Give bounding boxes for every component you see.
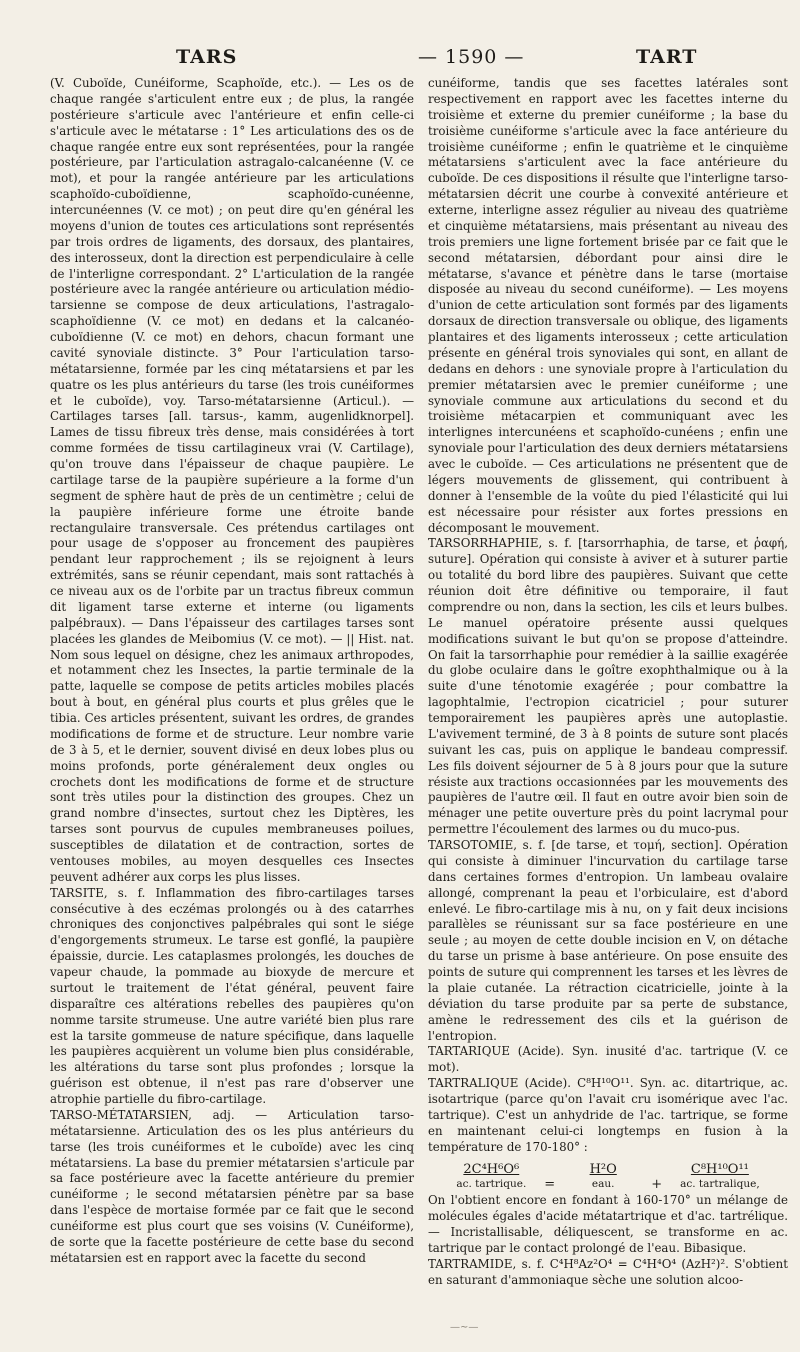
header-left-word: TARS <box>176 46 238 68</box>
header-right-word: TART <box>636 46 698 68</box>
page-number: — 1590 — <box>418 46 525 68</box>
entry-tartralique-continued: On l'obtient encore en fondant à 160-170° un mélange de molécules égales d'acide métatartrique et d'ac. tartrélique. — Incristallisable, déliquescent, se transforme en ac. tartrique par le contact prolongé de l'eau. Bibasique. <box>428 1193 788 1255</box>
entry-tarso-metatarsien: TARSO-MÉTATARSIEN, adj. — Articulation tarso-métatarsienne. Articulation des os les plus antérieurs du tarse (les trois cunéiformes et le cuboïde) avec les cinq métatarsiens. La base du premier métatarsien s'articule par sa face postérieure avec la facette antérieure du premier cunéiforme ; le second métatarsien pénètre par sa base dans l'espèce de mortaise formée par ce fait que le second cunéiforme est plus court que ses voisins (V. Cunéiforme), de sorte que la facette postérieure de cette base du second métatarsien est en rapport avec la facette du second <box>50 1107 414 1265</box>
entry-tartarique: TARTARIQUE (Acide). Syn. inusité d'ac. tartrique (V. ce mot). <box>428 1044 788 1075</box>
running-header <box>48 46 760 74</box>
plus-sign: + <box>651 1177 663 1193</box>
chemical-equation <box>428 1162 788 1194</box>
formula-term-tartralic: C⁸H¹⁰O¹¹ ac. tartralique, <box>680 1161 760 1191</box>
entry-tarse-continued: (V. Cuboïde, Cunéiforme, Scaphoïde, etc.). — Les os de chaque rangée s'articulent entre eux ; de plus, la rangée postérieure s'articule avec l'antérieure et enfin celle-ci s'articule avec le métatarse : 1° Les articulations des os de chaque rangée entre eux sont représentées, pour la rangée postérieure, par l'articulation astragalo-calcanéenne (V. ce mot), et pour la rangée antérieure par les articulations scaphoïdo-cuboïdienne, scaphoïdo-cunéenne, intercunéennes (V. ce mot) ; on peut dire qu'en général les moyens d'union de toutes ces articulations sont représentés par trois ordres de ligaments, des dorsaux, des plantaires, des interosseux, dont la direction est perpendiculaire à celle de l'interligne correspondant. 2° L'articulation de la rangée postérieure avec la rangée antérieure ou articulation médio-tarsienne se compose de deux articulations, l'astragalo-scaphoïdienne (V. ce mot) en dedans et la calcanéo-cuboïdienne (V. ce mot) en dehors, chacun formant une cavité synoviale distincte. 3° Pour l'articulation tarso-métatarsienne, formée par les cinq métatarsiens et par les quatre os les plus antérieurs du tarse (les trois cunéiformes et le cuboïde), voy. Tarso-métatarsienne (Articul.). — Cartilages tarses [all. tarsus-, kamm, augenlidknorpel]. Lames de tissu fibreux très dense, mais considérées à tort comme formées de tissu cartilagineux vrai (V. Cartilage), qu'on trouve dans l'épaisseur de chaque paupière. Le cartilage tarse de la paupière supérieure a la forme d'un segment de sphère haut de près de un centimètre ; celui de la paupière inférieure forme une étroite bande rectangulaire transversale. Ces prétendus cartilages ont pour usage de s'opposer au froncement des paupières pendant leur rapprochement ; ils se rejoignent à leurs extrémités, sans se réunir cependant, mais sont rattachés à ce niveau aux os de l'orbite par un tractus fibreux commun dit ligament tarse externe et interne (ou ligaments palpébraux). — Dans l'épaisseur des cartilages tarses sont placées les glandes de Meibomius (V. ce mot). — || Hist. nat. Nom sous lequel on désigne, chez les animaux arthropodes, et notamment chez les Insectes, la partie terminale de la patte, laquelle se compose de petits articles mobiles placés bout à bout, en général plus courts et plus grêles que le tibia. Ces articles présentent, suivant les ordres, de grandes modifications de forme et de structure. Leur nombre varie de 3 à 5, et le dernier, souvent divisé en deux lobes plus ou moins profonds, porte généralement deux ongles ou crochets dont les modifications de forme et de structure sont très utiles pour la distinction des groupes. Chez un grand nombre d'insectes, surtout chez les Diptères, les tarses sont pourvus de cupules membraneuses poilues, susceptibles de dilatation et de contraction, sortes de ventouses mobiles, au moyen desquelles ces Insectes peuvent adhérer aux corps les plus lisses. <box>50 76 414 884</box>
formula-term-water: H²O eau. <box>589 1161 617 1191</box>
entry-tartralique: TARTRALIQUE (Acide). C⁸H¹⁰O¹¹. Syn. ac. ditartrique, ac. isotartrique (parce qu'on l'avait cru isomérique avec l'ac. tartrique). C'est un anhydride de l'ac. tartrique, se forme en maintenant celui-ci longtemps en fusion à la température de 170-180° : <box>428 1076 788 1154</box>
right-column <box>428 76 788 1289</box>
entry-tartramide: TARTRAMIDE, s. f. C⁴H⁸Az²O⁴ = C⁴H⁴O⁴ (AzH²)². S'obtient en saturant d'ammoniaque sèche une solution alcoo- <box>428 1256 788 1287</box>
entry-tarsorrhaphie: TARSORRHAPHIE, s. f. [tarsorrhaphia, de tarse, et ῥαφή, suture]. Opération qui consiste à aviver et à suturer partie ou totalité du bord libre des paupières. Suivant que cette réunion doit être définitive ou temporaire, il faut comprendre ou non, dans la section, les cils et leurs bulbes. Le manuel opératoire présente aussi quelques modifications suivant le but qu'on se propose d'atteindre. On fait la tarsorrhaphie pour remédier à la saillie exagérée du globe oculaire dans le goître exophthalmique ou à la suite d'une ténotomie exagérée ; pour combattre la lagophtalmie, l'ectropion cicatriciel ; pour suturer temporairement les paupières après une autoplastie. L'avivement terminé, de 3 à 8 points de suture sont placés suivant les cas, puis on applique le bandeau compressif. Les fils doivent séjourner de 5 à 8 jours pour que la suture résiste aux tractions occasionnées par les mouvements des paupières de l'autre œil. Il faut en outre avoir bien soin de ménager une petite ouverture près du point lacrymal pour permettre l'écoulement des larmes ou du muco-pus. <box>428 536 788 837</box>
formula-term-tartaric: 2C⁴H⁶O⁶ ac. tartrique. <box>456 1161 527 1191</box>
left-column <box>50 76 414 1267</box>
entry-tarso-metatarsien-continued: cunéiforme, tandis que ses facettes latérales sont respectivement en rapport avec les facettes interne du troisième et externe du premier cunéiforme ; la base du troisième cunéiforme s'articule avec la face antérieure du troisième cunéiforme ; enfin le quatrième et le cinquième métatarsiens s'articulent avec la face antérieure du cuboïde. De ces dispositions il résulte que l'interligne tarso-métatarsien décrit une courbe à convexité antérieure et externe, interligne assez régulier au niveau des quatrième et cinquième métatarsiens, mais présentant au niveau des trois premiers une ligne fortement brisée par ce fait que le second métatarsien, débordant pour ainsi dire le métatarse, s'avance et pénètre dans le tarse (mortaise disposée au niveau du second cunéiforme). — Les moyens d'union de cette articulation sont formés par des ligaments dorsaux de direction transversale ou oblique, des ligaments plantaires et des ligaments interosseux ; cette articulation présente en général trois synoviales qui sont, en allant de dedans en dehors : une synoviale propre à l'articulation du premier métatarsien avec le premier cunéiforme ; une synoviale commune aux articulations du second et du troisième métacarpien et communiquant avec les interlignes intercunéens et scaphoïdo-cunéens ; enfin une synoviale pour l'articulation des deux derniers métatarsiens avec le cuboïde. — Ces articulations ne présentent que de légers mouvements de glissement, qui contribuent à donner à l'ensemble de la voûte du pied l'élasticité qui lui est nécessaire pour résister aux fortes pressions en décomposant le mouvement. <box>428 76 788 535</box>
entry-tarsotomie: TARSOTOMIE, s. f. [de tarse, et τομή, section]. Opération qui consiste à diminuer l'incurvation du cartilage tarse dans certaines formes d'entropion. Un lambeau ovalaire allongé, comprenant la peau et l'orbiculaire, est d'abord enlevé. Le fibro-cartilage mis à nu, on y fait deux incisions parallèles se réunissant sur sa face postérieure en une seule ; au moyen de cette double incision en V, on détache du tarse un prisme à base antérieure. On pose ensuite des points de suture qui comprennent les tarses et les lèvres de la plaie cutanée. La rétraction cicatricielle, jointe à la déviation du tarse produite par sa perte de substance, amène le redressement des cils et la guérison de l'entropion. <box>428 838 788 1043</box>
equals-sign: = <box>544 1177 556 1193</box>
page-footer-mark: —∼— <box>450 1322 479 1333</box>
entry-tarsite: TARSITE, s. f. Inflammation des fibro-cartilages tarses consécutive à des eczémas prolongés ou à des catarrhes chroniques des conjonctives palpébrales qui sont le siége d'engorgements strumeux. Le tarse est gonflé, la paupière épaissie, durcie. Les cataplasmes prolongés, les douches de vapeur chaude, la pommade au bioxyde de mercure et surtout le traitement de l'état général, peuvent faire disparaître ces altérations rebelles des paupières qu'on nomme tarsite strumeuse. Une autre variété bien plus rare est la tarsite gommeuse de nature spécifique, dans laquelle les paupières acquièrent un volume bien plus considérable, les altérations du tarse sont plus profondes ; lorsque la guérison est obtenue, il n'est pas rare d'observer une atrophie partielle du fibro-cartilage. <box>50 885 414 1106</box>
